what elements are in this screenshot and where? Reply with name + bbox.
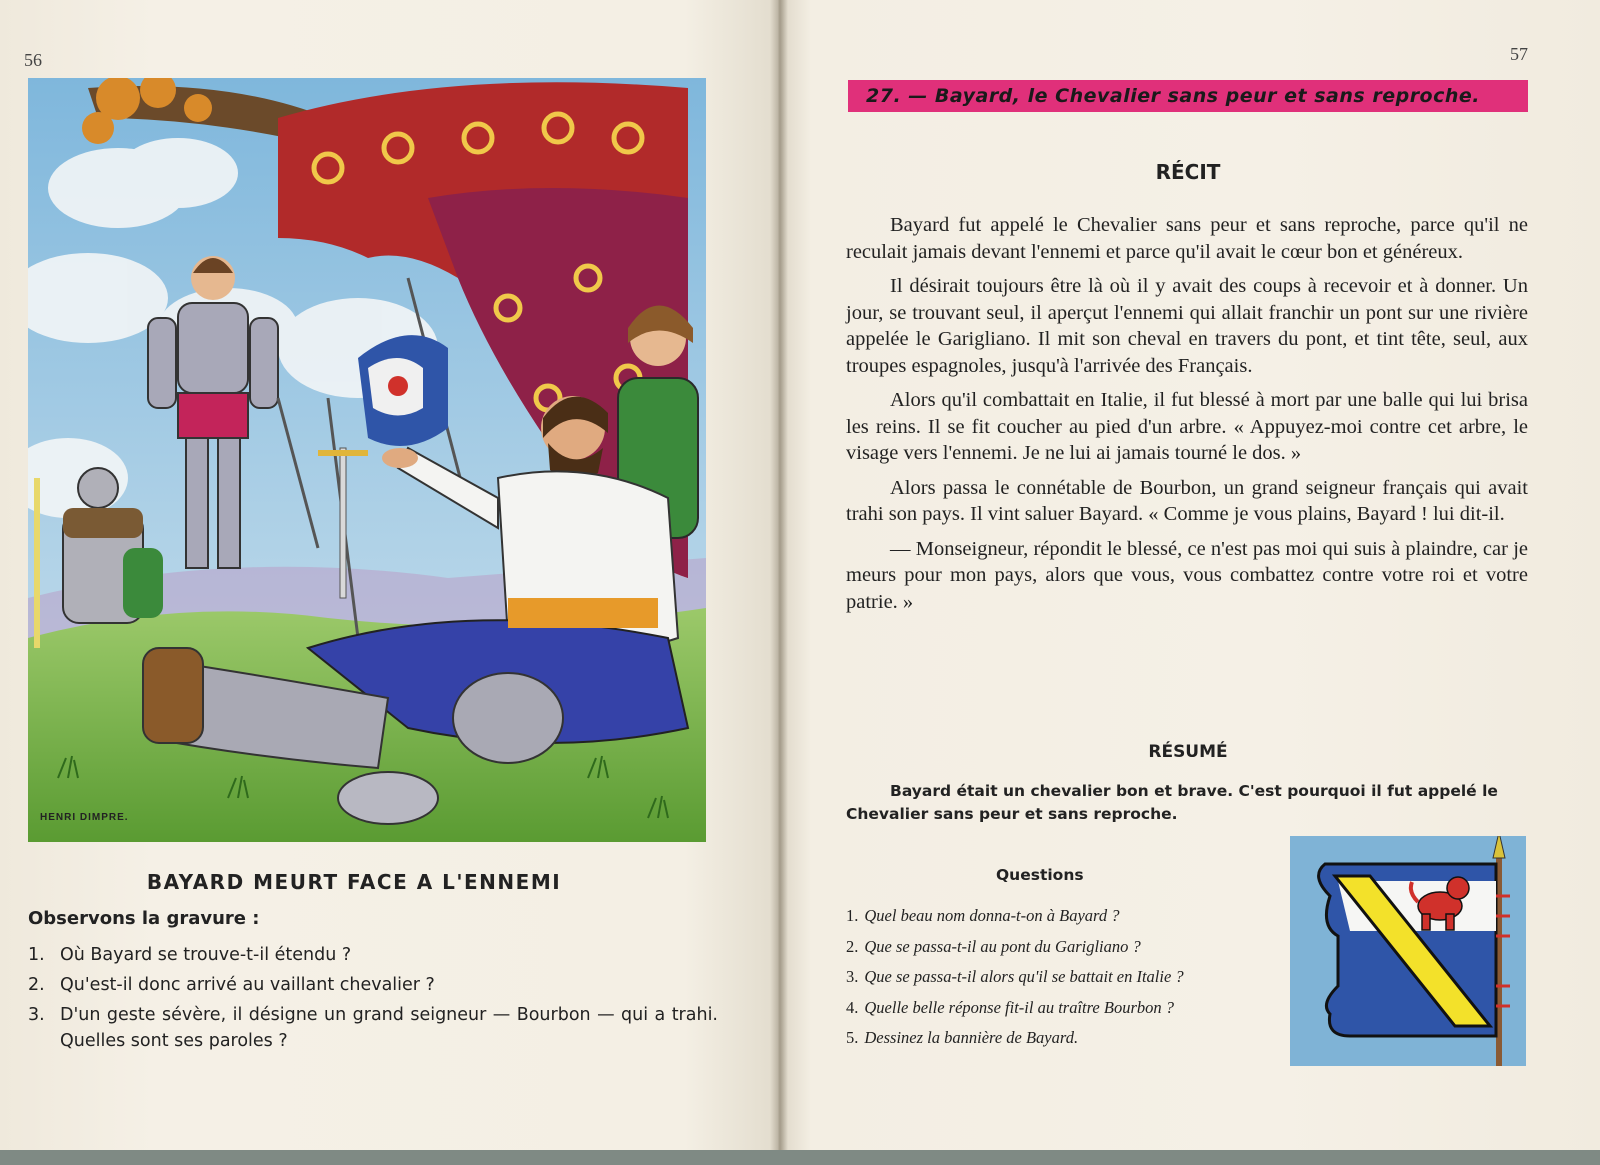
observe-item-number: 2. [28, 975, 45, 995]
question-number: 2. [846, 936, 859, 956]
question-number: 3. [846, 967, 859, 986]
observe-item-text: Qu'est-il donc arrivé au vaillant chevalier ? [60, 975, 435, 995]
resume-heading: RÉSUMÉ [1148, 742, 1228, 762]
illustration-drawing [28, 78, 706, 842]
caption-title: BAYARD MEURT FACE A L'ENNEMI [146, 870, 562, 894]
left-page [0, 0, 778, 1150]
book-gutter [770, 0, 788, 1150]
question-item [846, 998, 1286, 1029]
page-number-right: 57 [1510, 44, 1528, 64]
lesson-title: 27. — Bayard, le Chevalier sans peur et sans reproche. [866, 85, 1481, 107]
recit-paragraph: Bayard fut appelé le Chevalier sans peur et sans reproche, parce qu'il ne reculait jamais devant l'ennemi et parce qu'il avait le cœur bon et généreux. [846, 214, 1528, 263]
recit-paragraph: Alors passa le connétable de Bourbon, un grand seigneur français qui avait trahi son pays. Il vint saluer Bayard. « Comme je vous plains, Bayard ! lui dit-il. [846, 476, 1528, 525]
observe-item [28, 972, 718, 998]
question-number: 5. [846, 1028, 859, 1047]
bayard-banner-image [1290, 836, 1526, 1066]
question-text: Que se passa-t-il au pont du Garigliano ? [864, 936, 1141, 956]
question-item [846, 906, 1286, 937]
observe-item-text: D'un geste sévère, il désigne un grand seigneur — Bourbon — qui a trahi. Quelles sont ses paroles ? [60, 1005, 718, 1051]
recit-paragraph: Il désirait toujours être là où il y avait des coups à recevoir et à donner. Un jour, se trouvant seul, il aperçut l'ennemi qui allait franchir un pont sur une rivière appelée le Garigliano. Il mit son cheval en travers du pont, et tint tête, seul, aux troupes espagnoles, jusqu'à l'arrivée des Français. [846, 275, 1528, 377]
question-text: Quel beau nom donna-t-on à Bayard ? [864, 906, 1120, 925]
recit-paragraph: Alors qu'il combattait en Italie, il fut blessé à mort par une balle qui lui brisa les reins. Il se fit coucher au pied d'un arbre. « Appuyez-moi contre cet arbre, le visage vers l'ennemi. Je ne lui ai jamais tourné le dos. » [846, 389, 1528, 464]
observe-item [28, 942, 718, 968]
question-item [846, 937, 1286, 968]
page-number-left: 56 [24, 50, 42, 70]
question-text: Dessinez la bannière de Bayard. [864, 1028, 1079, 1047]
observe-list [28, 942, 718, 1058]
question-item [846, 967, 1286, 998]
recit-text [846, 212, 1528, 623]
question-number: 1. [846, 906, 859, 925]
question-number: 4. [846, 997, 859, 1017]
scan-bottom-edge [0, 1150, 1600, 1165]
observe-item-number: 1. [28, 945, 45, 965]
question-item [846, 1028, 1286, 1059]
recit-paragraph: — Monseigneur, répondit le blessé, ce n'est pas moi qui suis à plaindre, car je meurs pour mon pays, alors que vous, vous combattez contre votre roi et votre patrie. » [846, 537, 1528, 613]
banner-drawing [1290, 836, 1526, 1066]
observe-item-text: Où Bayard se trouve-t-il étendu ? [60, 945, 352, 965]
lesson-title-banner [848, 80, 1528, 112]
questions-heading: Questions [996, 866, 1084, 884]
recit-heading: RÉCIT [1155, 160, 1221, 184]
resume-text: Bayard était un chevalier bon et brave. C'est pourquoi il fut appelé le Chevalier sans peur et sans reproche. [846, 782, 1498, 823]
observe-item [28, 1002, 718, 1054]
observe-heading: Observons la gravure : [28, 908, 260, 929]
illustrator-signature: HENRI DIMPRE. [40, 812, 129, 823]
question-text: Que se passa-t-il alors qu'il se battait en Italie ? [864, 967, 1184, 986]
bayard-illustration [28, 78, 706, 842]
observe-item-number: 3. [28, 1005, 45, 1025]
questions-list [846, 906, 1286, 1059]
question-text: Quelle belle réponse fit-il au traître Bourbon ? [864, 997, 1175, 1017]
